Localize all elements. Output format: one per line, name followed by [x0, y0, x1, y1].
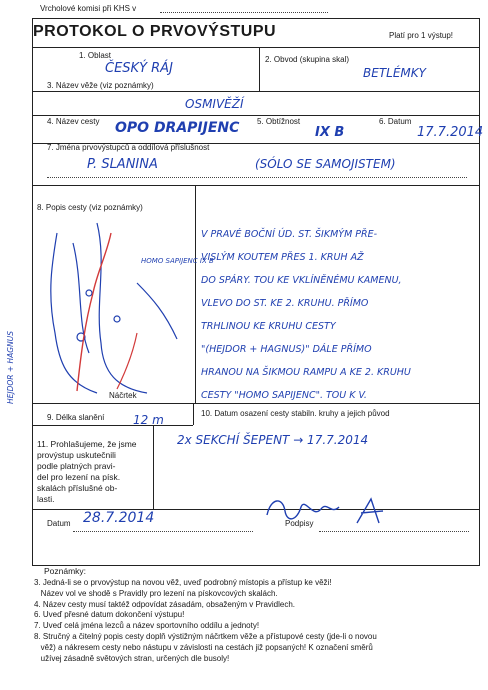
bolt-3-icon: [114, 316, 120, 322]
ledge-line: [137, 283, 177, 339]
issuer-dotted-line: [160, 12, 328, 13]
datum-podpisu-label: Datum: [47, 519, 71, 528]
obvod-label: 2. Obvod (skupina skal): [265, 55, 350, 64]
description-block: [201, 223, 477, 407]
notes-title: Poznámky:: [44, 566, 87, 576]
oblast-label: 1. Oblast: [79, 51, 112, 60]
prvovystupci-label: 7. Jména prvovýstupců a oddílová příslušnost: [47, 143, 210, 152]
obvod-value[interactable]: BETLÉMKY: [363, 66, 426, 80]
datum-podpisu-value[interactable]: 28.7.2014: [83, 510, 155, 526]
description-line: TRHLINOU KE KRUHU CESTY: [201, 321, 336, 332]
nazev-veze-value[interactable]: OSMIVĚŽÍ: [185, 97, 244, 111]
description-line: VLEVO DO ST. KE 2. KRUHU. PŘÍMO: [201, 298, 369, 309]
nazev-cesty-label: 4. Název cesty: [47, 117, 100, 126]
tower-outline-mid: [97, 223, 147, 393]
route-line-2: [117, 333, 137, 389]
tower-outline-left: [51, 233, 97, 393]
prvovystupci-value2[interactable]: (SÓLO SE SAMOJISTEM): [255, 157, 396, 171]
delka-slaneni-value[interactable]: 12 m: [133, 413, 164, 427]
datum-label: 6. Datum: [379, 117, 412, 126]
protocol-form: [32, 18, 484, 566]
bolt-2-icon: [86, 290, 92, 296]
description-line: VISLÝM KOUTEM PŘES 1. KRUH AŽ: [201, 252, 364, 263]
sketch-caption: Náčrtek: [109, 391, 137, 400]
copy-note: Platí pro 1 výstup!: [389, 31, 454, 40]
delka-slaneni-label: 9. Délka slanění: [47, 413, 105, 422]
obtiznost-value[interactable]: IX B: [315, 125, 345, 140]
notes-text: 3. Jedná-li se o prvovýstup na novou věž, uveď podrobný místopis a přístup ke věži! Název vol ve shodě s Pravidly pro lezení na pískovcových skalách. 4. Název cesty musí taktéž odpovídat zásadám, obsaženým v Pravidlech. 6. Uveď přesné datum dokončení výstupu! 7. Uveď celá jména lezců a název sportovního oddílu a jednoty! 8. Stručný a čitelný popis cesty doplň výstižným náčrtkem věže a přístupové cesty (jde-li o novou věž) a nákresem cesty nebo nástupu v závislosti na cestách již popsaných! K označení směrů užívej zásadně světových stran, určených dle busoly!: [34, 578, 377, 663]
route-sketch: [37, 203, 193, 399]
prohlaseni-text: 11. Prohlašujeme, že jsme provýstup uskutečnili podle platných pravi- del pro lezení na písk. skalách příslušné ob- lasti.: [37, 439, 137, 504]
description-line: V PRAVÉ BOČNÍ ÚD. ST. ŠIKMÝM PŘE-: [201, 229, 378, 240]
crack-line: [73, 243, 89, 353]
nazev-veze-label: 3. Název věže (viz poznámky): [47, 81, 154, 90]
description-line: DO SPÁRY. TOU KE VKLÍNĚNÉMU KAMENU,: [201, 275, 402, 286]
form-title: PROTOKOL O PRVOVÝSTUPU: [33, 23, 277, 40]
route-line: [77, 233, 111, 391]
oblast-value[interactable]: ČESKÝ RÁJ: [105, 61, 173, 76]
podpisy-label: Podpisy: [285, 519, 314, 528]
osazeni-label: 10. Datum osazení cesty stabiln. kruhy a jejich původ: [201, 409, 390, 418]
popis-label: 8. Popis cesty (viz poznámky): [37, 203, 143, 212]
prvovystupci-value[interactable]: P. SLANINA: [87, 157, 158, 172]
issuer-label: Vrcholové komisi při KHS v: [40, 4, 137, 13]
side-label: HEJDOR + HAGNUS: [6, 331, 15, 404]
datum-value[interactable]: 17.7.2014: [417, 125, 484, 140]
sketch-route-label: HOMO SAPIJENC IX B: [141, 257, 214, 265]
signature-mark: [261, 495, 391, 527]
description-line: HRANOU NA ŠIKMOU RAMPU A KE 2. KRUHU: [201, 367, 411, 378]
obtiznost-label: 5. Obtížnost: [257, 117, 301, 126]
description-line: CESTY "HOMO SAPIJENC". TOU K V.: [201, 390, 367, 401]
osazeni-value[interactable]: 2x SEKCHÍ ŠEPENT → 17.7.2014: [177, 433, 369, 447]
description-line: "(HEJDOR + HAGNUS)" DÁLE PŘÍMO: [201, 344, 372, 355]
nazev-cesty-value[interactable]: OPO DRAPIJENC: [115, 120, 240, 136]
